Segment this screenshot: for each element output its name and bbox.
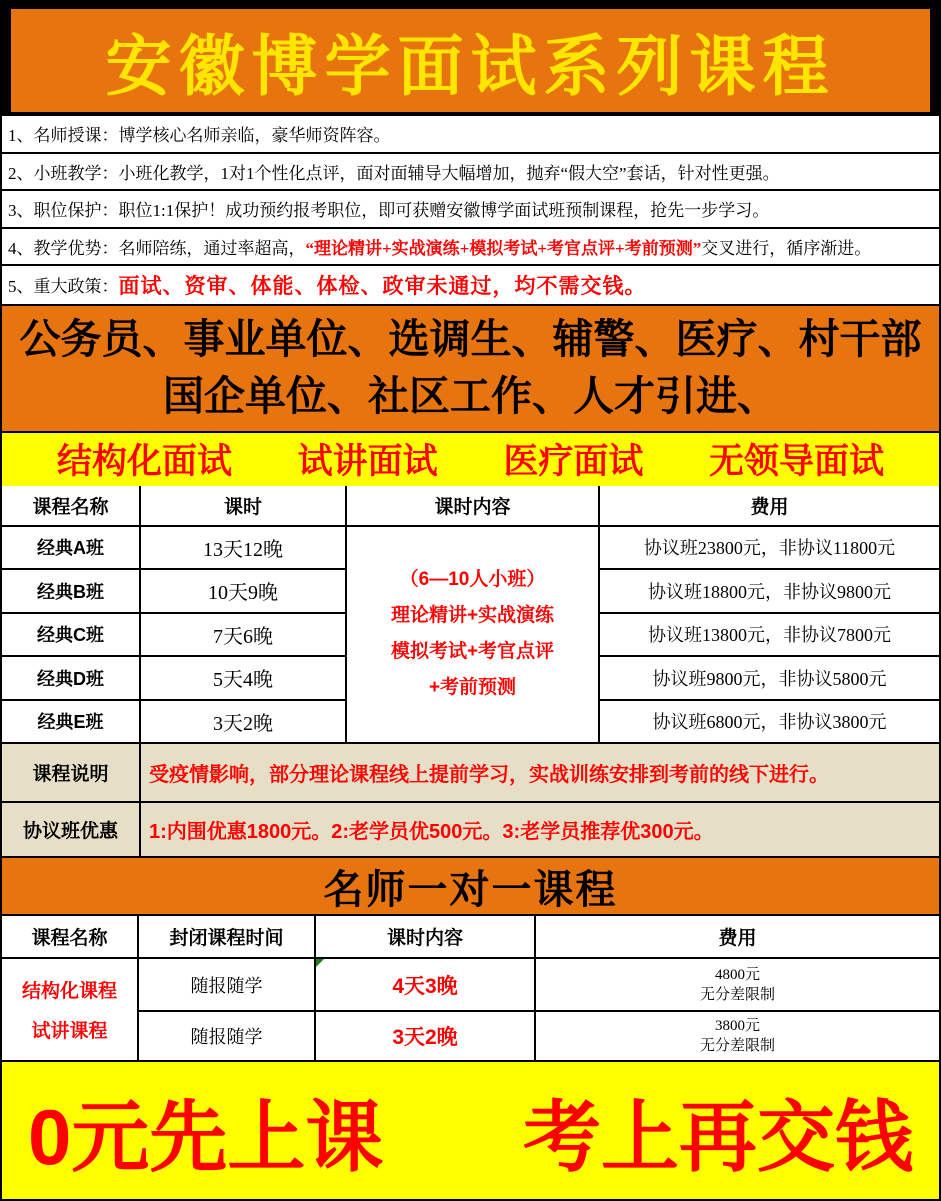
course-content-merged-cell [347, 527, 600, 745]
course-fee-d: 协议班9800元，非协议5800元 [600, 657, 939, 701]
duration-1 [316, 959, 536, 1012]
course-hours-d: 5天4晚 [141, 657, 347, 701]
column-header-course-name: 课程名称 [2, 486, 141, 527]
feature-item-1 [2, 116, 939, 154]
interview-type-3: 医疗面试 [503, 442, 644, 481]
interview-type-4: 无领导面试 [708, 442, 884, 481]
one-on-one-banner: 名师一对一课程 [2, 858, 939, 916]
schedule-1: 随报随学 [139, 959, 316, 1012]
course-name-e: 经典E班 [2, 701, 141, 745]
column-header-course-name: 课程名称 [2, 916, 139, 959]
one-on-one-course-names [2, 959, 139, 1062]
interview-types-banner [2, 431, 939, 486]
feature-text: 5、重大政策： [8, 277, 119, 297]
course-fee-a: 协议班23800元，非协议11800元 [600, 527, 939, 571]
page-title: 安徽博学面试系列课程 [105, 29, 836, 103]
course-name-d: 经典D班 [2, 657, 141, 701]
feature-highlight: “理论精讲+实战演练+模拟考试+考官点评+考前预测” [305, 238, 702, 258]
course-name-trial-lecture: 试讲课程 [31, 1021, 108, 1043]
footer-slogan-left: 0元先上课 [28, 1092, 384, 1181]
course-name-c: 经典C班 [2, 614, 141, 658]
fee-2 [536, 1012, 939, 1062]
content-line-1: （6—10人小班） [399, 569, 546, 591]
course-fee-e: 协议班6800元，非协议3800元 [600, 701, 939, 745]
content-line-3: 模拟考试+考官点评 [390, 641, 555, 663]
audience-line-2: 国企单位、社区工作、人才引进、 [163, 373, 778, 419]
fee-1-amount: 4800元 [714, 966, 760, 983]
feature-item-2 [2, 154, 939, 192]
course-hours-e: 3天2晚 [141, 701, 347, 745]
one-on-one-table [2, 916, 939, 1062]
duration-2 [316, 1012, 536, 1062]
interview-type-2: 试讲面试 [297, 442, 438, 481]
fee-2-note: 无分差限制 [699, 1038, 775, 1054]
fee-2-amount: 3800元 [714, 1018, 760, 1034]
audience-banner [2, 306, 939, 431]
column-header-content: 课时内容 [347, 486, 600, 527]
course-hours-c: 7天6晚 [141, 614, 347, 658]
feature-text: 1、名师授课：博学核心名师亲临，豪华师资阵容。 [8, 126, 391, 146]
course-fee-c: 协议班13800元，非协议7800元 [600, 614, 939, 658]
course-name-a: 经典A班 [2, 527, 141, 571]
note-label: 课程说明 [2, 744, 141, 801]
note-row-course-description [2, 744, 939, 803]
feature-item-5 [2, 266, 939, 304]
column-header-fee: 费用 [600, 486, 939, 527]
note-label: 协议班优惠 [2, 803, 141, 856]
poster-inner [2, 2, 939, 1199]
course-name-b: 经典B班 [2, 570, 141, 614]
note-row-discount [2, 803, 939, 858]
column-header-content: 课时内容 [316, 916, 536, 959]
column-header-hours: 课时 [141, 486, 347, 527]
poster-header-frame [2, 2, 939, 116]
feature-highlight: 面试、资审、体能、体检、政审未通过，均不需交钱。 [118, 273, 647, 298]
content-line-2: 理论精讲+实战演练 [390, 605, 555, 627]
duration-2-text: 3天2晚 [392, 1026, 458, 1049]
fee-1-note: 无分差限制 [699, 986, 775, 1003]
audience-line-1: 公务员、事业单位、选调生、辅警、医疗、村干部 [19, 316, 922, 362]
feature-item-4 [2, 229, 939, 267]
feature-list [2, 116, 939, 306]
feature-text: 3、职位保护：职位1:1保护！成功预约报考职位，即可获赠安徽博学面试班预制课程，抢先一步学习。 [8, 201, 770, 221]
course-hours-a: 13天12晚 [141, 527, 347, 571]
content-line-4: +考前预测 [428, 677, 517, 699]
course-name-structured: 结构化课程 [21, 980, 117, 1002]
footer-slogan-right: 考上再交钱 [522, 1092, 913, 1181]
feature-text-suffix: 交叉进行，循序渐进。 [701, 238, 872, 258]
duration-1-text: 4天3晚 [392, 974, 458, 998]
course-fee-b: 协议班18800元，非协议9800元 [600, 570, 939, 614]
note-content: 受疫情影响，部分理论课程线上提前学习，实战训练安排到考前的线下进行。 [149, 764, 829, 786]
feature-text: 2、小班教学：小班化教学，1对1个性化点评，面对面辅导大幅增加，抛弃“假大空”套话，针对性更强。 [8, 163, 780, 183]
course-hours-b: 10天9晚 [141, 570, 347, 614]
feature-item-3 [2, 191, 939, 229]
feature-text: 4、教学优势：名师陪练，通过率超高， [8, 238, 306, 258]
column-header-fee: 费用 [536, 916, 939, 959]
column-header-schedule: 封闭课程时间 [139, 916, 316, 959]
cell-corner-marker-icon [316, 959, 324, 967]
footer-banner [2, 1062, 939, 1199]
fee-1 [536, 959, 939, 1012]
course-table [2, 486, 939, 745]
schedule-2: 随报随学 [139, 1012, 316, 1062]
interview-type-1: 结构化面试 [57, 442, 233, 481]
poster-header [11, 9, 930, 112]
note-content: 1:内围优惠1800元。2:老学员优500元。3:老学员推荐优300元。 [149, 821, 714, 843]
